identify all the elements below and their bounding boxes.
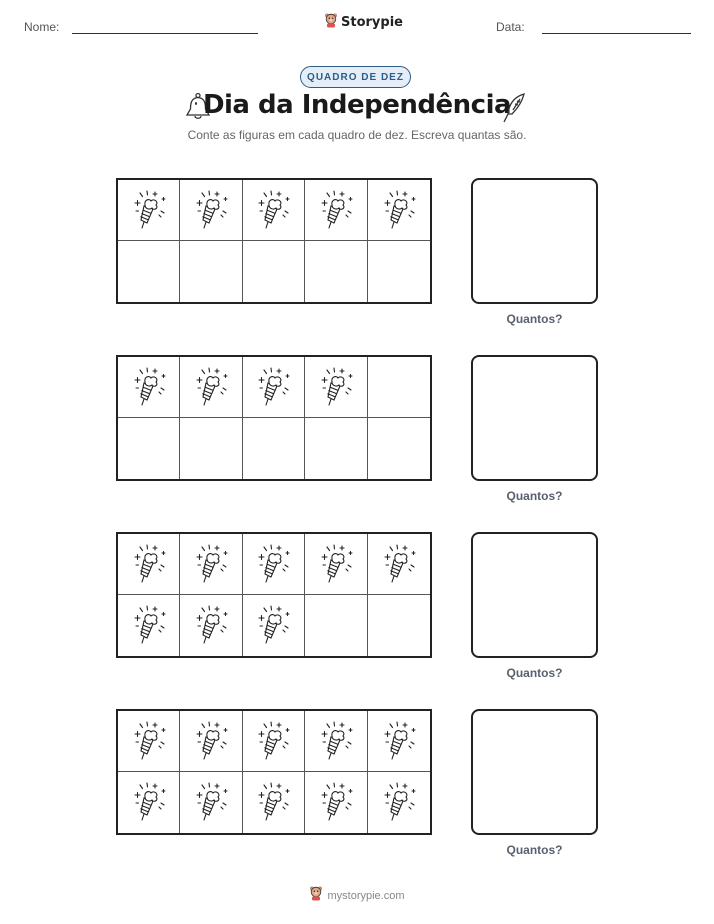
frame-cell [368, 241, 430, 302]
frame-cell [243, 711, 305, 772]
answer-box-3[interactable] [471, 532, 598, 658]
firework-rocket-icon [255, 364, 291, 411]
footer-link[interactable]: mystorypie.com [327, 889, 405, 902]
name-label: Nome: [24, 20, 60, 34]
firework-rocket-icon [255, 718, 291, 765]
quill-icon [500, 92, 528, 129]
firework-rocket-icon [193, 602, 229, 649]
ten-frame-3 [116, 532, 432, 658]
firework-rocket-icon [255, 187, 291, 234]
date-label: Data: [496, 20, 525, 34]
frame-cell [118, 772, 180, 833]
firework-rocket-icon [193, 364, 229, 411]
brand-name: Storypie [341, 15, 403, 30]
frame-cell [180, 180, 242, 241]
frame-cell [368, 534, 430, 595]
firework-rocket-icon [255, 779, 291, 826]
frame-cell [243, 357, 305, 418]
firework-rocket-icon [255, 541, 291, 588]
frame-cell [118, 711, 180, 772]
frame-cell [243, 241, 305, 302]
frame-cell [305, 772, 367, 833]
firework-rocket-icon [131, 718, 167, 765]
frame-cell [180, 595, 242, 656]
frame-cell [305, 595, 367, 656]
answer-box-4[interactable] [471, 709, 598, 835]
answer-prompt-3: Quantos? [506, 666, 563, 680]
frame-cell [118, 241, 180, 302]
frame-cell [118, 595, 180, 656]
frame-cell [368, 180, 430, 241]
firework-rocket-icon [193, 779, 229, 826]
frame-cell [180, 534, 242, 595]
frame-cell [368, 357, 430, 418]
firework-rocket-icon [318, 364, 354, 411]
instructions: Conte as figuras em cada quadro de dez. Escreva quantas são. [187, 128, 527, 142]
frame-cell [305, 534, 367, 595]
firework-rocket-icon [131, 364, 167, 411]
footer [0, 885, 714, 906]
frame-cell [118, 534, 180, 595]
bear-mascot-icon [309, 885, 323, 906]
frame-cell [305, 418, 367, 479]
ten-frame-4 [116, 709, 432, 835]
firework-rocket-icon [193, 187, 229, 234]
brand-logo [324, 12, 403, 33]
frame-cell [180, 772, 242, 833]
name-line[interactable] [72, 33, 258, 34]
firework-rocket-icon [318, 187, 354, 234]
frame-cell [118, 418, 180, 479]
frame-cell [243, 180, 305, 241]
frame-cell [368, 595, 430, 656]
frame-cell [118, 180, 180, 241]
frame-cell [180, 711, 242, 772]
frame-cell [305, 180, 367, 241]
frame-cell [118, 357, 180, 418]
answer-box-2[interactable] [471, 355, 598, 481]
firework-rocket-icon [131, 779, 167, 826]
firework-rocket-icon [193, 718, 229, 765]
firework-rocket-icon [131, 187, 167, 234]
frame-cell [368, 772, 430, 833]
ten-frame-1 [116, 178, 432, 304]
date-line[interactable] [542, 33, 691, 34]
firework-rocket-icon [318, 718, 354, 765]
firework-rocket-icon [381, 718, 417, 765]
frame-cell [243, 418, 305, 479]
firework-rocket-icon [318, 779, 354, 826]
firework-rocket-icon [131, 541, 167, 588]
firework-rocket-icon [193, 541, 229, 588]
ten-frame-2 [116, 355, 432, 481]
frame-cell [305, 711, 367, 772]
frame-cell [305, 241, 367, 302]
firework-rocket-icon [131, 602, 167, 649]
firework-rocket-icon [255, 602, 291, 649]
frame-cell [243, 595, 305, 656]
firework-rocket-icon [381, 541, 417, 588]
frame-cell [180, 241, 242, 302]
frame-cell [180, 357, 242, 418]
frame-cell [368, 711, 430, 772]
answer-box-1[interactable] [471, 178, 598, 304]
answer-prompt-4: Quantos? [506, 843, 563, 857]
page-title: Dia da Independência [202, 90, 512, 120]
frame-cell [305, 357, 367, 418]
category-badge: QUADRO DE DEZ [300, 66, 411, 88]
answer-prompt-1: Quantos? [506, 312, 563, 326]
answer-prompt-2: Quantos? [506, 489, 563, 503]
firework-rocket-icon [381, 187, 417, 234]
frame-cell [243, 772, 305, 833]
firework-rocket-icon [318, 541, 354, 588]
bear-mascot-icon [324, 12, 338, 33]
frame-cell [368, 418, 430, 479]
frame-cell [243, 534, 305, 595]
frame-cell [180, 418, 242, 479]
firework-rocket-icon [381, 779, 417, 826]
